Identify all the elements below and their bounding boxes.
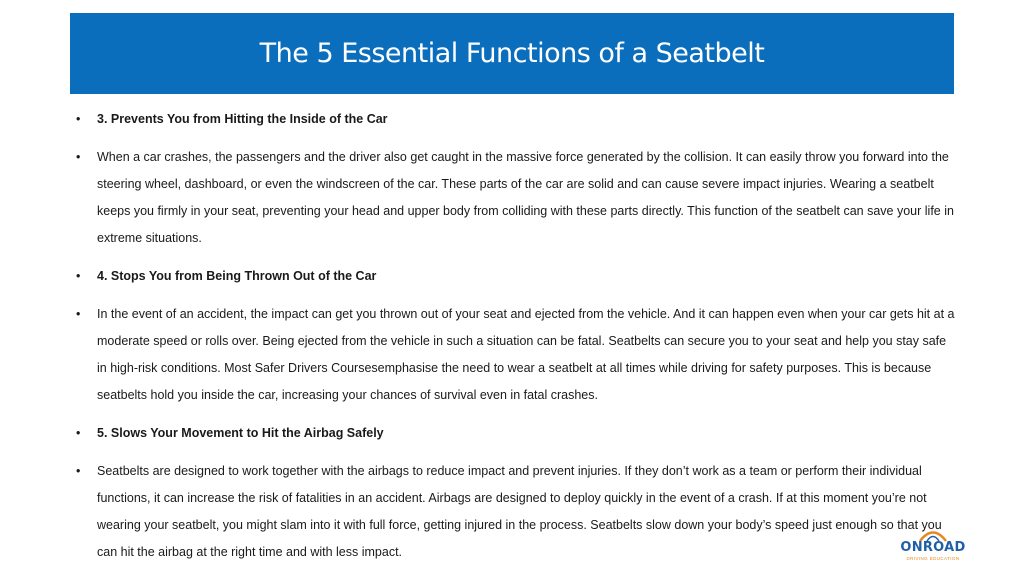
paragraph-text: Seatbelts are designed to work together with the airbags to reduce impact and prevent injuries. If they don’t work as a team or perform their individual functions, it can increase the risk of fatalities in an accident. Airbags are designed to deploy quickly in the event of a crash. If at this moment you’re not wearing your seatbelt, you might slam into it with full force, getting injured in the process. Seatbelts slow down your body’s speed just enough so that you can hit the airbag at the right time and with less impact.	[97, 464, 942, 559]
paragraph-text: When a car crashes, the passengers and the driver also get caught in the massive force generated by the collision. It can easily throw you forward into the steering wheel, dashboard, or even the windscreen of the car. These parts of the car are solid and can cause severe impact injuries. Wearing a seatbelt keeps you firmly in your seat, preventing your head and upper body from colliding with these parts directly. This function of the seatbelt can save your life in extreme situations.	[97, 150, 954, 245]
heading-text: 4. Stops You from Being Thrown Out of the Car	[97, 269, 377, 283]
heading-text: 3. Prevents You from Hitting the Inside of the Car	[97, 112, 388, 126]
bullet-icon: •	[76, 269, 81, 283]
title-bar	[70, 13, 954, 94]
bullet-icon: •	[76, 426, 81, 440]
logo-wordmark: ONROAD	[900, 540, 966, 555]
bullet-icon: •	[76, 150, 81, 164]
onroad-logo	[896, 528, 970, 566]
logo-tagline: DRIVING EDUCATION	[906, 556, 960, 561]
section-heading	[76, 263, 956, 290]
bullet-icon: •	[76, 307, 81, 321]
content-body	[76, 106, 956, 577]
section-heading	[76, 106, 956, 133]
paragraph	[76, 144, 956, 252]
section-heading	[76, 420, 956, 447]
paragraph	[76, 301, 956, 409]
paragraph-text: In the event of an accident, the impact can get you thrown out of your seat and ejected from the vehicle. And it can happen even when your car gets hit at a moderate speed or rolls over. Being ejected from the vehicle in such a situation can be fatal. Seatbelts can secure you to your seat and help you stay safe in high-risk conditions. Most Safer Drivers Coursesemphasise the need to wear a seatbelt at all times while driving for safety purposes. This is because seatbelts hold you inside the car, increasing your chances of survival even in fatal crashes.	[97, 307, 955, 402]
slide-title: The 5 Essential Functions of a Seatbelt	[259, 38, 765, 69]
bullet-icon: •	[76, 464, 81, 478]
heading-text: 5. Slows Your Movement to Hit the Airbag Safely	[97, 426, 384, 440]
bullet-icon: •	[76, 112, 81, 126]
paragraph	[76, 458, 956, 566]
